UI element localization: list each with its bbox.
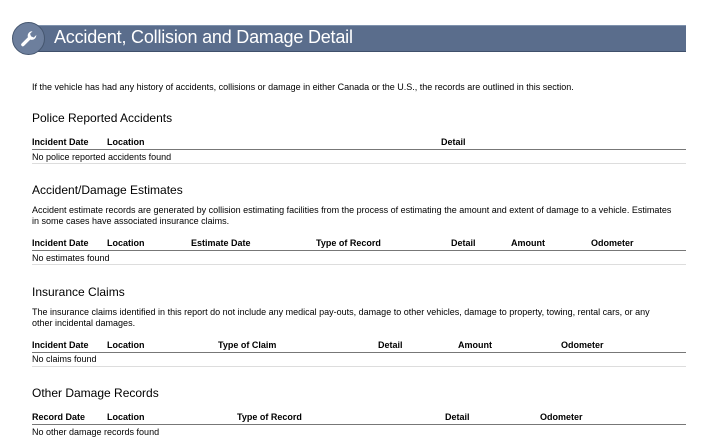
table-divider [32, 424, 686, 425]
column-header: Odometer [561, 340, 604, 350]
section-title-police: Police Reported Accidents [32, 111, 173, 125]
column-header: Type of Record [316, 238, 381, 248]
column-header: Odometer [591, 238, 634, 248]
table-divider [32, 250, 686, 251]
column-header: Type of Claim [218, 340, 277, 350]
intro-text: If the vehicle has had any history of accidents, collisions or damage in either Canada or the U.S., the records are outlined in this section. [32, 82, 574, 92]
column-header: Detail [451, 238, 476, 248]
column-header: Detail [378, 340, 403, 350]
column-header: Record Date [32, 412, 86, 422]
wrench-icon [12, 22, 45, 55]
column-header: Amount [511, 238, 545, 248]
column-header: Type of Record [237, 412, 302, 422]
table-divider [32, 163, 686, 164]
section-title-other-damage: Other Damage Records [32, 386, 159, 400]
column-header: Incident Date [32, 238, 89, 248]
column-header: Location [107, 238, 145, 248]
section-description: Accident estimate records are generated by collision estimating facilities from the process of estimating the amount and extent of damage to a vehicle. Estimates in some cases have associated insurance claims. [32, 205, 672, 226]
column-header: Location [107, 412, 145, 422]
table-divider [32, 264, 686, 265]
column-header: Odometer [540, 412, 583, 422]
column-header: Incident Date [32, 137, 89, 147]
section-title-claims: Insurance Claims [32, 285, 125, 299]
section-title-estimates: Accident/Damage Estimates [32, 183, 183, 197]
column-header: Estimate Date [191, 238, 251, 248]
section-description: The insurance claims identified in this report do not include any medical pay-outs, damage to other vehicles, damage to property, towing, rental cars, or any other incidental damages. [32, 307, 650, 328]
column-header: Detail [441, 137, 466, 147]
column-header: Detail [445, 412, 470, 422]
section-banner [12, 22, 686, 52]
empty-row-text: No other damage records found [32, 427, 160, 437]
empty-row-text: No police reported accidents found [32, 152, 172, 162]
table-divider [32, 149, 686, 150]
column-header: Location [107, 340, 145, 350]
column-header: Location [107, 137, 145, 147]
table-divider [32, 366, 686, 367]
empty-row-text: No claims found [32, 354, 97, 364]
page-title: Accident, Collision and Damage Detail [54, 27, 353, 47]
column-header: Amount [458, 340, 492, 350]
table-divider [32, 352, 686, 353]
empty-row-text: No estimates found [32, 253, 110, 263]
column-header: Incident Date [32, 340, 89, 350]
